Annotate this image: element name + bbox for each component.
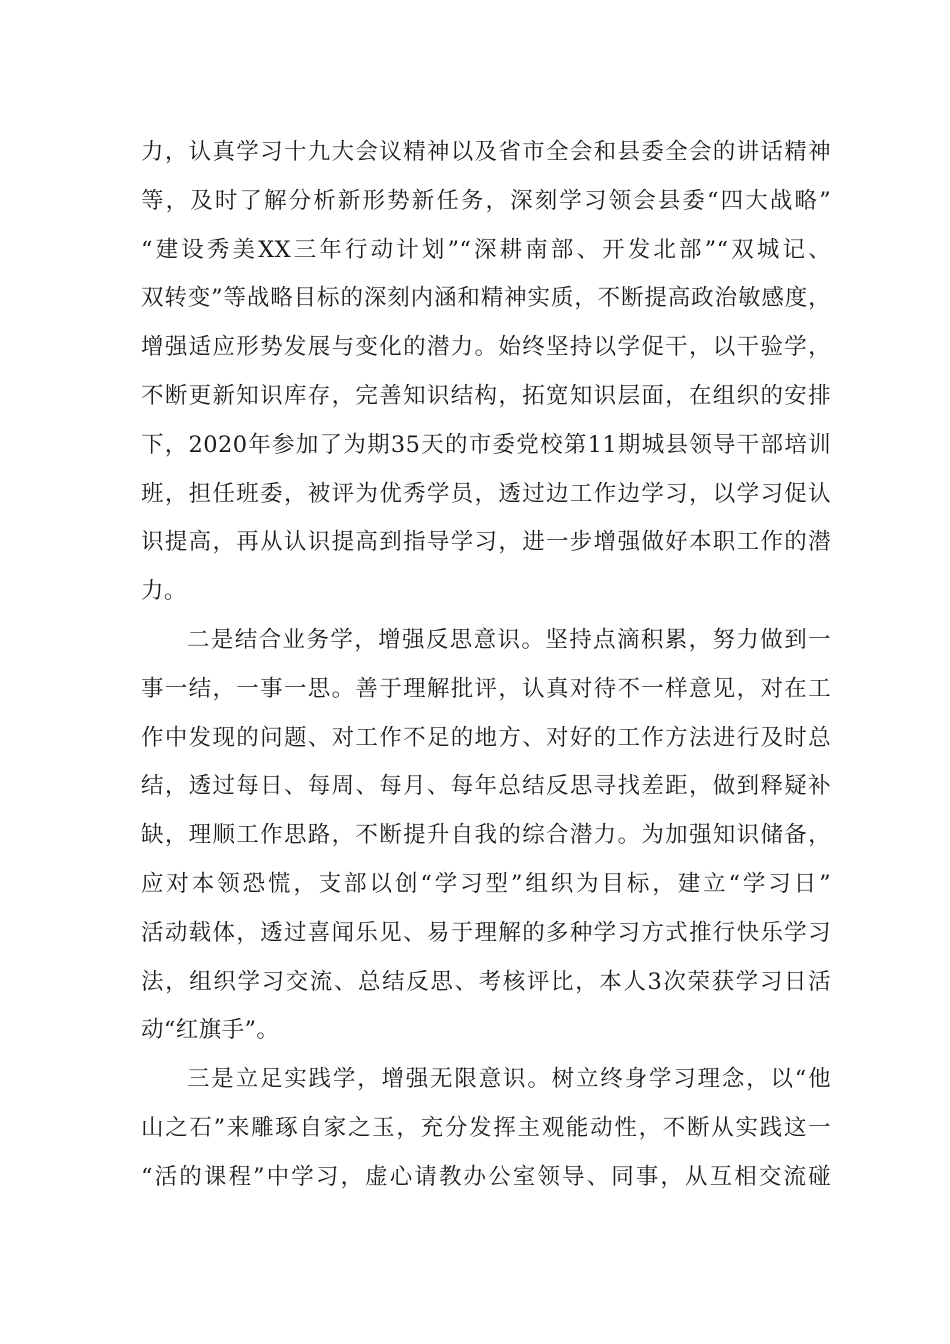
document-body <box>141 128 831 1202</box>
text-line: 三是立足实践学，增强无限意识。树立终身学习理念，以“他 <box>187 1066 831 1093</box>
text-line: 增强适应形势发展与变化的潜力。始终坚持以学促干，以干验学， <box>141 334 831 361</box>
text-line: 不断更新知识库存，完善知识结构，拓宽知识层面，在组织的安排 <box>141 382 831 409</box>
text-line: 双转变”等战略目标的深刻内涵和精神实质，不断提高政治敏感度， <box>141 285 831 312</box>
text-line: 下，2020年参加了为期35天的市委党校第11期城县领导干部培训 <box>141 431 831 458</box>
text-line: 法，组织学习交流、总结反思、考核评比，本人3次荣获学习日活 <box>141 968 831 995</box>
text-line: 等，及时了解分析新形势新任务，深刻学习领会县委“四大战略” <box>141 187 831 214</box>
text-line: “建设秀美XX三年行动计划”“深耕南部、开发北部”“双城记、 <box>141 236 831 263</box>
text-line: 识提高，再从认识提高到指导学习，进一步增强做好本职工作的潜 <box>141 529 831 556</box>
text-line: 力。 <box>141 578 187 605</box>
text-line: 班，担任班委，被评为优秀学员，透过边工作边学习，以学习促认 <box>141 480 831 507</box>
text-line: 结，透过每日、每周、每月、每年总结反思寻找差距，做到释疑补 <box>141 773 831 800</box>
text-line: “活的课程”中学习，虚心请教办公室领导、同事，从互相交流碰 <box>141 1163 831 1190</box>
text-line: 动“红旗手”。 <box>141 1017 280 1044</box>
text-line: 事一结，一事一思。善于理解批评，认真对待不一样意见，对在工 <box>141 675 831 702</box>
text-line: 缺，理顺工作思路，不断提升自我的综合潜力。为加强知识储备， <box>141 822 831 849</box>
text-line: 作中发现的问题、对工作不足的地方、对好的工作方法进行及时总 <box>141 724 831 751</box>
text-line: 应对本领恐慌，支部以创“学习型”组织为目标，建立“学习日” <box>141 870 831 897</box>
text-line: 力，认真学习十九大会议精神以及省市全会和县委全会的讲话精神 <box>141 139 831 165</box>
text-line: 活动载体，透过喜闻乐见、易于理解的多种学习方式推行快乐学习 <box>141 919 831 946</box>
text-line: 山之石”来雕琢自家之玉，充分发挥主观能动性，不断从实践这一 <box>141 1114 831 1141</box>
text-line: 二是结合业务学，增强反思意识。坚持点滴积累，努力做到一 <box>187 626 831 653</box>
